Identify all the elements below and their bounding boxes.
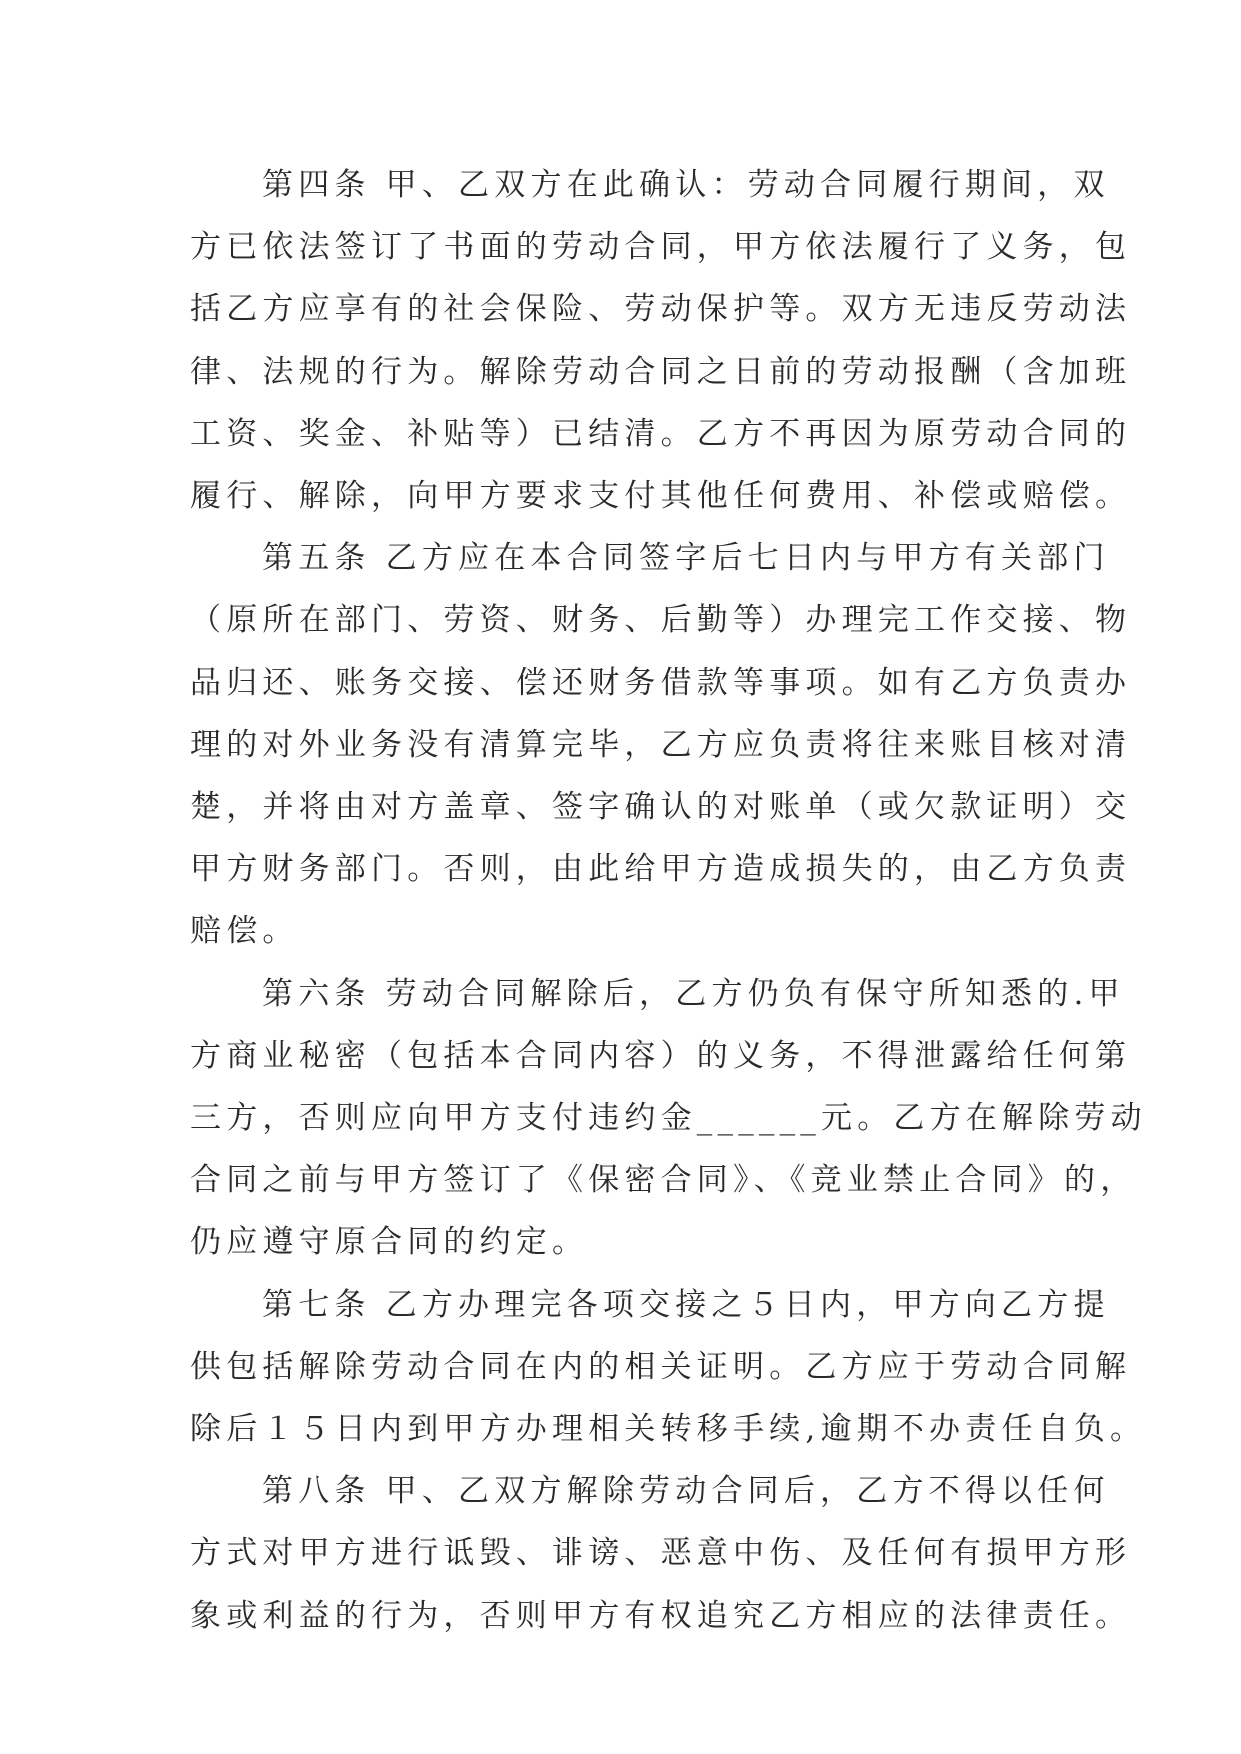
article-4 xyxy=(190,154,1132,527)
article-8-line-2: 方式对甲方进行诋毁、诽谤、恶意中伤、及任何有损甲方形 xyxy=(190,1535,1132,1572)
article-7-line-3: 除后１５日内到甲方办理相关转移手续,逾期不办责任自负。 xyxy=(190,1411,1147,1448)
article-5-line-3: 品归还、账务交接、偿还财务借款等事项。如有乙方负责办 xyxy=(190,664,1132,701)
article-7-line-2: 供包括解除劳动合同在内的相关证明。乙方应于劳动合同解 xyxy=(190,1348,1132,1385)
article-6-line-1: 第六条 劳动合同解除后，乙方仍负有保守所知悉的.甲 xyxy=(262,975,1125,1012)
article-7-line-1: 第七条 乙方办理完各项交接之５日内，甲方向乙方提 xyxy=(262,1286,1110,1323)
article-4-line-1: 第四条 甲、乙双方在此确认：劳动合同履行期间，双 xyxy=(262,167,1110,203)
article-8 xyxy=(190,1460,1132,1647)
article-5-line-4: 理的对外业务没有清算完毕，乙方应负责将往来账目核对清 xyxy=(190,726,1132,763)
article-4-line-6: 履行、解除，向甲方要求支付其他任何费用、补偿或赔偿。 xyxy=(190,478,1132,515)
article-7 xyxy=(190,1274,1147,1461)
article-5-line-6: 甲方财务部门。否则，由此给甲方造成损失的，由乙方负责 xyxy=(190,851,1132,888)
article-5 xyxy=(190,527,1132,962)
article-6 xyxy=(190,963,1147,1274)
article-4-line-3: 括乙方应享有的社会保险、劳动保护等。双方无违反劳动法 xyxy=(190,291,1132,328)
article-8-line-1: 第八条 甲、乙双方解除劳动合同后，乙方不得以任何 xyxy=(262,1473,1110,1510)
article-5-line-2: （原所在部门、劳资、财务、后勤等）办理完工作交接、物 xyxy=(190,602,1132,639)
article-5-line-5: 楚，并将由对方盖章、签字确认的对账单（或欠款证明）交 xyxy=(190,789,1132,826)
article-4-line-2: 方已依法签订了书面的劳动合同，甲方依法履行了义务，包 xyxy=(190,229,1132,266)
article-6-line-2: 方商业秘密（包括本合同内容）的义务，不得泄露给任何第 xyxy=(190,1037,1132,1074)
article-6-line-3: 三方，否则应向甲方支付违约金______元。乙方在解除劳动 xyxy=(190,1100,1147,1137)
article-5-line-7: 赔偿。 xyxy=(190,913,299,950)
article-5-line-1: 第五条 乙方应在本合同签字后七日内与甲方有关部门 xyxy=(262,540,1110,577)
article-6-line-4: 合同之前与甲方签订了《保密合同》、《竞业禁止合同》的， xyxy=(190,1162,1137,1199)
article-8-line-3: 象或利益的行为，否则甲方有权追究乙方相应的法律责任。 xyxy=(190,1597,1132,1634)
article-4-line-5: 工资、奖金、补贴等）已结清。乙方不再因为原劳动合同的 xyxy=(190,415,1132,452)
article-4-line-4: 律、法规的行为。解除劳动合同之日前的劳动报酬（含加班 xyxy=(190,353,1132,390)
article-6-line-5: 仍应遵守原合同的约定。 xyxy=(190,1224,589,1261)
document-body xyxy=(190,154,1147,1647)
